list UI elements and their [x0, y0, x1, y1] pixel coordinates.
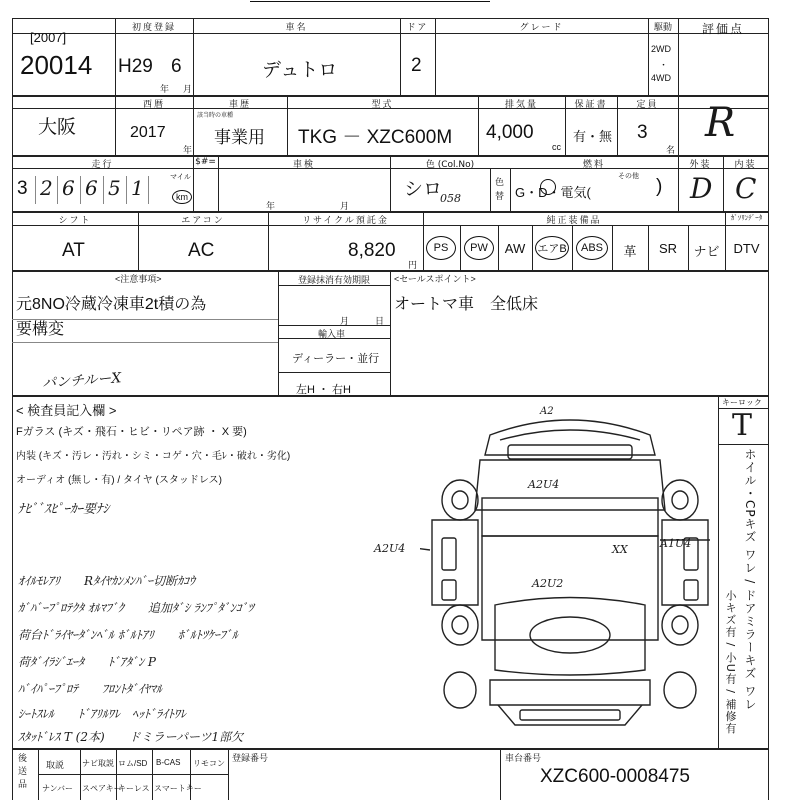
back-item: ロム/SD [118, 759, 148, 768]
doors-value: 2 [411, 55, 422, 76]
key-lock-label: キーロック [722, 398, 762, 407]
capacity-label: 定員 [636, 100, 659, 110]
reg-day-unit: 日 [375, 316, 385, 326]
reg-month-unit: 月 [340, 316, 350, 326]
hand-note: ｶﾞﾊﾞｰﾌﾟﾛﾃｸﾀ ｵﾙﾏﾌﾞｸ 追加ﾀﾞｼ ﾗﾝﾌﾟﾀﾞﾝｺﾞﾂ [18, 601, 254, 615]
inspection-year-unit: 年 [266, 201, 276, 211]
capacity-value: 3 [637, 122, 648, 143]
vehicle-damage-diagram [420, 400, 720, 745]
year-unit: 年 [160, 84, 170, 94]
chassis-label: 車台番号 [505, 753, 542, 763]
inspector-title: < 検査員記入欄 > [16, 403, 117, 418]
mileage-digit: 2 [40, 176, 53, 200]
mileage-digit: 3 [17, 178, 28, 199]
score-label: 評価点 [701, 22, 744, 36]
equip-aw: AW [504, 241, 526, 256]
key-lock-value: T [732, 408, 753, 443]
equipment-label: 純正装備品 [546, 216, 602, 226]
back-item: キーレス [118, 784, 150, 793]
caution-label: <注意事項> [115, 274, 162, 284]
fuel-label: 燃料 [582, 160, 605, 170]
equip-leather: 革 [623, 244, 637, 259]
equip-airbag: エアB [535, 236, 569, 260]
back-items-label: 後送品 [18, 753, 28, 789]
fuel-other-label: その他 [618, 173, 639, 180]
region: 大阪 [38, 117, 77, 138]
color-change-label: 色替 [495, 177, 505, 201]
drive-label: 駆動 [653, 23, 672, 33]
battery-label: ｶﾞｿﾘﾝﾃﾞｰﾀ [730, 214, 763, 222]
displacement: 4,000 [486, 122, 534, 143]
sales-point-label: <セールスポイント> [394, 274, 476, 284]
fuel-close-paren: ) [656, 176, 663, 197]
equip-navi: ナビ [693, 244, 720, 259]
equip-pw: PW [464, 236, 494, 260]
inspection-label: 車検 [292, 160, 315, 170]
damage-mark-left: A2U4 [374, 542, 406, 555]
equip-ps: PS [426, 236, 456, 260]
usage-label: 車歴 [228, 100, 251, 110]
shift-value: AT [62, 240, 85, 261]
hand-note: ﾊﾞｲﾊﾟｰﾌﾟﾛﾃ ﾌﾛﾝﾄﾀﾞｲﾔﾏﾙ [18, 682, 163, 696]
car-name: デュトロ [262, 60, 338, 81]
caution-handwritten: パンチルーX [41, 370, 122, 392]
inspection-month-unit: 月 [340, 201, 350, 211]
sales-point: オートマ車 全低床 [394, 296, 539, 313]
doors-label: ドア [406, 23, 429, 33]
first-reg-label: 初度登録 [131, 23, 176, 33]
grade-label: グレード [519, 23, 564, 33]
first-reg-era-year: H29 [118, 56, 153, 77]
back-item: 取説 [46, 760, 65, 770]
drive-2wd: 2WD [651, 44, 671, 54]
warranty-label: 保証書 [574, 100, 608, 110]
recycle-label: リサイクル預託金 [302, 216, 389, 226]
back-item: ナンバー [42, 784, 74, 793]
damage-mark-front: A2 [540, 406, 554, 417]
handle-side: 左H ・ 右H [296, 384, 351, 396]
color-number: 058 [440, 192, 461, 205]
equip-dtv: DTV [733, 241, 760, 256]
side-damage-legend: ホイル・CPキズ ワレ / ドアミラーキズ ワレ [743, 448, 757, 711]
back-item: ナビ取説 [82, 759, 114, 768]
shift-label: シフト [58, 216, 92, 226]
drive-4wd: 4WD [651, 73, 671, 83]
damage-mark-bed: A2U2 [532, 577, 564, 590]
mileage-digit: 6 [85, 176, 98, 200]
reg-number-label: 登録番号 [232, 753, 269, 763]
reg-expiry-label: 登録抹消有効期限 [298, 275, 371, 285]
caution-line-2: 要構変 [16, 321, 65, 338]
exterior-label: 外装 [689, 160, 712, 170]
car-name-label: 車名 [285, 23, 308, 33]
dealer-parallel: ディーラー・並行 [292, 353, 380, 365]
color-value: シロ [404, 179, 443, 200]
back-item: スペアキー [82, 784, 122, 793]
mileage-unit-mile: マイル [170, 174, 191, 181]
displacement-label: 排気量 [504, 100, 538, 110]
western-year-label: 西暦 [142, 100, 165, 110]
usage-value: 事業用 [214, 128, 265, 147]
ac-value: AC [188, 240, 215, 261]
recycle-unit: 円 [408, 260, 418, 270]
sheet-title-fragment [250, 0, 510, 6]
back-item: B-CAS [156, 758, 181, 767]
import-label: 輸入車 [318, 329, 346, 339]
damage-mark-hood: A2U4 [528, 478, 560, 491]
score-value: R [705, 100, 736, 146]
equip-sr: SR [658, 241, 678, 256]
month-unit: 月 [183, 84, 193, 94]
type-label: 型式 [371, 100, 394, 110]
hand-note: 荷ﾀﾞｲﾗｼﾞｴｰﾀ ﾄﾞｱﾀﾞﾝ P [18, 655, 156, 669]
hand-note: 荷台ﾄﾞﾗｲﾔｰﾀﾞﾝﾍﾞﾙ ﾎﾞﾙﾄｱﾘ ﾎﾞﾙﾄﾂｹｰﾌﾞﾙ [18, 628, 238, 642]
equip-abs: ABS [576, 236, 608, 260]
color-label: 色 (Col.No) [425, 160, 475, 170]
first-reg-month: 6 [171, 56, 182, 77]
exterior-grade: D [690, 172, 713, 205]
meter-label: $#= [195, 157, 216, 167]
western-year-unit: 年 [183, 145, 193, 155]
interior-grade: C [735, 172, 757, 205]
chassis-number: XZC600-0008475 [540, 766, 690, 787]
recycle-value: 8,820 [348, 240, 396, 261]
fuel-value: G・D・電気( [515, 185, 591, 200]
damage-mark-xx: XX [612, 543, 628, 556]
displacement-unit: cc [552, 142, 561, 152]
warranty-value: 有・無 [573, 129, 613, 144]
fuel-diesel-circle [540, 179, 556, 195]
back-item: リモコン [193, 759, 225, 768]
mileage-label: 走行 [91, 160, 114, 170]
back-item: スマートキー [154, 784, 202, 793]
mileage-digit: 1 [131, 176, 144, 200]
lot-number: 20014 [20, 50, 93, 80]
hand-note: ｼｰﾄｽﾚﾙ ﾄﾞｱﾘﾙﾜﾚ ﾍｯﾄﾞﾗｲﾄﾜﾚ [18, 707, 187, 721]
damage-mark-right: A1U4 [660, 537, 692, 550]
caution-line-1: 元8NO冷蔵冷凍車2t積の為 [16, 296, 207, 313]
mileage-digit: 6 [62, 176, 75, 200]
interior-label: 内装 [734, 160, 757, 170]
ac-label: エアコン [181, 216, 225, 226]
mileage-digit: 5 [108, 176, 121, 200]
interior-check: 内装 (キズ・汚レ・汚れ・シミ・コゲ・穴・毛ﾚ・破れ・劣化) [16, 451, 291, 462]
hand-note: ｵｲﾙﾓﾚｱﾘ Rﾀｲﾔｶﾝﾒﾝﾊﾞｰ切断ｶｺｳ [18, 574, 196, 588]
audio-tire-check: オーディオ (無し・有) / タイヤ (スタッドレス) [16, 475, 222, 486]
glass-check: Fガラス (キズ・飛石・ヒビ・リペア跡 ・ X 要) [16, 426, 247, 438]
model-code: TKG － XZC600M [298, 127, 453, 148]
drive-dot: ・ [659, 60, 669, 70]
lot-year: [2007] [30, 30, 67, 45]
usage-note: 該当時の車種 [197, 113, 234, 119]
mileage-unit-km: km [172, 190, 192, 204]
side-damage-legend-2: 小キズ有 / 小U有 / 補修有 [724, 590, 737, 735]
hand-note: ﾅﾋﾞﾞｽﾋﾟｰｶｰ要ﾅｼ [18, 502, 110, 517]
western-year: 2017 [130, 124, 166, 141]
capacity-unit: 名 [666, 145, 676, 155]
hand-note: ｽﾀｯﾄﾞﾚｽ T (2本) ドミラーパーツ1部欠 [18, 730, 244, 744]
